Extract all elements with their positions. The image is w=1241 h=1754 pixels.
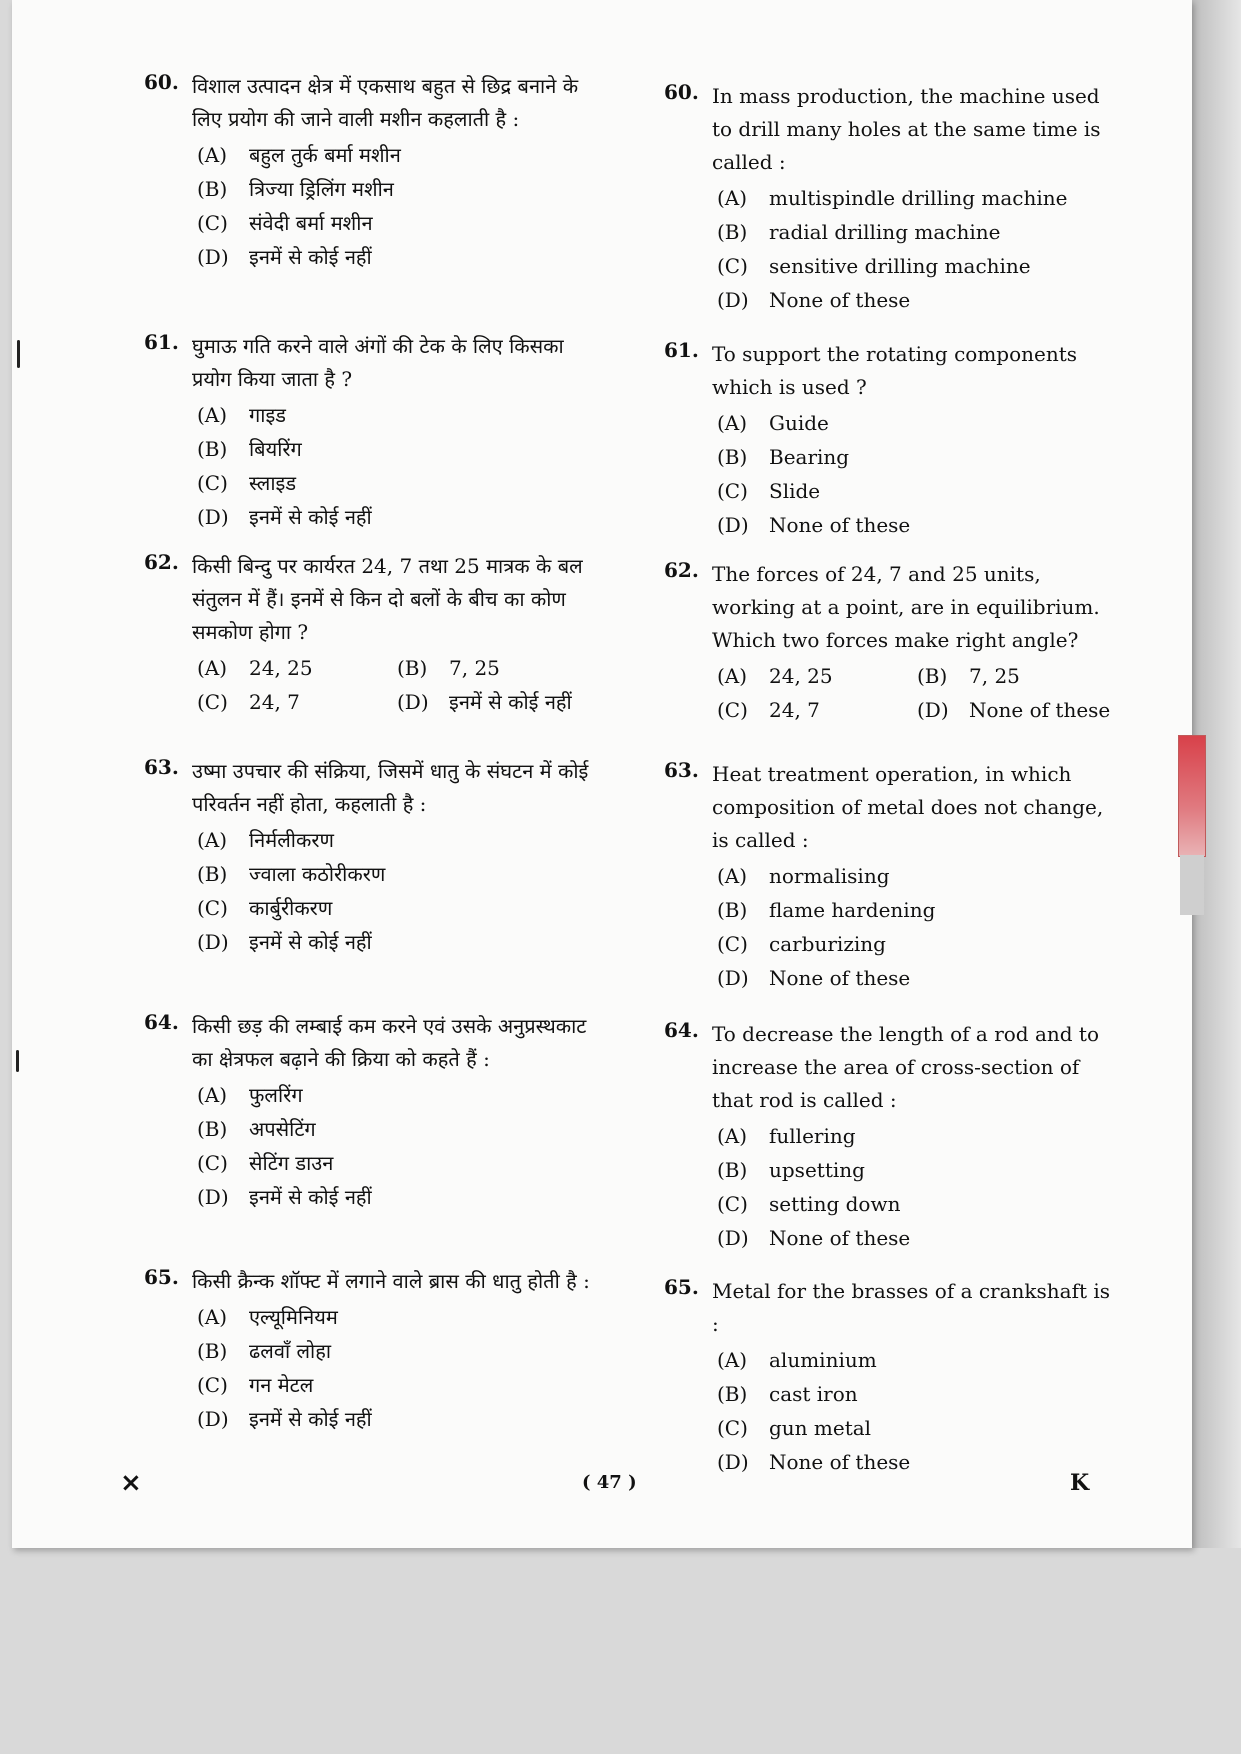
question-number: 62. bbox=[144, 550, 179, 574]
question-number: 65. bbox=[664, 1275, 699, 1299]
option-a: (A) निर्मलीकरण bbox=[197, 828, 334, 852]
options-list bbox=[717, 181, 1122, 317]
question-stem: किसी बिन्दु पर कार्यरत 24, 7 तथा 25 मात्रक के बल संतुलन में हैं। इनमें से किन दो बलों के बीच का कोण समकोण होगा ? bbox=[192, 554, 583, 644]
option-c: (C) gun metal bbox=[717, 1416, 872, 1440]
option-b: (B) बियरिंग bbox=[197, 437, 302, 461]
option-d: (D) None of these bbox=[717, 1450, 911, 1474]
question-stem: विशाल उत्पादन क्षेत्र में एकसाथ बहुत से छिद्र बनाने के लिए प्रयोग की जाने वाली मशीन कहलाती है : bbox=[192, 74, 579, 131]
options-list bbox=[717, 406, 1122, 542]
question-number: 62. bbox=[664, 558, 699, 582]
option-a: (A) गाइड bbox=[197, 403, 286, 427]
option-c: (C) 24, 7 bbox=[197, 690, 300, 714]
option-d: (D) इनमें से कोई नहीं bbox=[197, 505, 372, 529]
options-list bbox=[197, 651, 602, 719]
option-c: (C) गन मेटल bbox=[197, 1373, 314, 1397]
option-c: (C) 24, 7 bbox=[717, 698, 820, 722]
option-a: (A) एल्यूमिनियम bbox=[197, 1305, 338, 1329]
question-stem: Metal for the brasses of a crankshaft is : bbox=[712, 1279, 1111, 1336]
options-list bbox=[197, 138, 602, 274]
question-number: 61. bbox=[144, 330, 179, 354]
option-d: (D) इनमें से कोई नहीं bbox=[397, 690, 572, 714]
options-list bbox=[197, 823, 602, 959]
question-stem: किसी क्रैन्क शॉफ्ट में लगाने वाले ब्रास की धातु होती है : bbox=[192, 1269, 590, 1293]
options-list bbox=[717, 1343, 1122, 1479]
option-a: (A) aluminium bbox=[717, 1348, 877, 1372]
option-d: (D) इनमें से कोई नहीं bbox=[197, 245, 372, 269]
question-stem: किसी छड़ की लम्बाई कम करने एवं उसके अनुप्रस्थकाट का क्षेत्रफल बढ़ाने की क्रिया को कहते हैं : bbox=[192, 1014, 587, 1071]
option-b: (B) radial drilling machine bbox=[717, 220, 1001, 244]
option-a: (A) Guide bbox=[717, 411, 829, 435]
option-d: (D) None of these bbox=[717, 966, 911, 990]
options-list bbox=[717, 859, 1122, 995]
option-d: (D) None of these bbox=[717, 288, 911, 312]
question-65-english bbox=[652, 1275, 1122, 1479]
option-b: (B) upsetting bbox=[717, 1158, 865, 1182]
option-a: (A) 24, 25 bbox=[717, 664, 833, 688]
option-b: (B) त्रिज्या ड्रिलिंग मशीन bbox=[197, 177, 394, 201]
question-number: 63. bbox=[144, 755, 179, 779]
option-b: (B) ढलवाँ लोहा bbox=[197, 1339, 332, 1363]
options-row-cd bbox=[197, 685, 602, 719]
option-b: (B) cast iron bbox=[717, 1382, 858, 1406]
question-65-hindi bbox=[132, 1265, 602, 1436]
question-62-hindi bbox=[132, 550, 602, 719]
options-row-cd bbox=[717, 693, 1122, 727]
question-64-english bbox=[652, 1018, 1122, 1255]
question-number: 64. bbox=[144, 1010, 179, 1034]
option-d: (D) इनमें से कोई नहीं bbox=[197, 930, 372, 954]
question-63-hindi bbox=[132, 755, 602, 959]
options-list bbox=[717, 1119, 1122, 1255]
question-number: 63. bbox=[664, 758, 699, 782]
question-number: 61. bbox=[664, 338, 699, 362]
option-d: (D) इनमें से कोई नहीं bbox=[197, 1185, 372, 1209]
options-row-ab bbox=[197, 651, 602, 685]
option-b: (B) flame hardening bbox=[717, 898, 936, 922]
option-d: (D) None of these bbox=[717, 513, 911, 537]
option-c: (C) carburizing bbox=[717, 932, 886, 956]
option-c: (C) स्लाइड bbox=[197, 471, 297, 495]
option-b: (B) 7, 25 bbox=[397, 656, 500, 680]
page-number: ( 47 ) bbox=[582, 1472, 637, 1493]
options-row-ab bbox=[717, 659, 1122, 693]
option-a: (A) normalising bbox=[717, 864, 890, 888]
option-c: (C) sensitive drilling machine bbox=[717, 254, 1031, 278]
question-64-hindi bbox=[132, 1010, 602, 1214]
binding-mark bbox=[16, 1050, 19, 1072]
question-61-english bbox=[652, 338, 1122, 542]
option-b: (B) Bearing bbox=[717, 445, 850, 469]
options-list bbox=[197, 1078, 602, 1214]
option-c: (C) संवेदी बर्मा मशीन bbox=[197, 211, 373, 235]
question-stem: To support the rotating components which is used ? bbox=[712, 342, 1078, 399]
page-marker-tab bbox=[1178, 735, 1206, 857]
question-number: 60. bbox=[144, 70, 179, 94]
exam-page bbox=[12, 0, 1192, 1548]
question-stem: The forces of 24, 7 and 25 units, working at a point, are in equilibrium. Which two forces make right angle? bbox=[712, 562, 1100, 652]
option-b: (B) 7, 25 bbox=[917, 664, 1020, 688]
question-stem: To decrease the length of a rod and to increase the area of cross-section of that rod is called : bbox=[712, 1022, 1099, 1112]
page-marker-tab-shadow bbox=[1180, 855, 1204, 915]
binding-mark bbox=[17, 340, 20, 368]
option-c: (C) setting down bbox=[717, 1192, 901, 1216]
question-number: 60. bbox=[664, 80, 699, 104]
option-b: (B) अपसेटिंग bbox=[197, 1117, 316, 1141]
options-list bbox=[197, 398, 602, 534]
footer-cross-mark: × bbox=[120, 1468, 142, 1498]
series-code: K bbox=[1070, 1470, 1090, 1496]
question-stem: घुमाऊ गति करने वाले अंगों की टेक के लिए किसका प्रयोग किया जाता है ? bbox=[192, 334, 564, 391]
question-stem: In mass production, the machine used to drill many holes at the same time is called : bbox=[712, 84, 1101, 174]
question-stem: उष्मा उपचार की संक्रिया, जिसमें धातु के संघटन में कोई परिवर्तन नहीं होता, कहलाती है : bbox=[192, 759, 589, 816]
option-a: (A) fullering bbox=[717, 1124, 856, 1148]
option-d: (D) None of these bbox=[717, 1226, 911, 1250]
question-stem: Heat treatment operation, in which composition of metal does not change, is called : bbox=[712, 762, 1104, 852]
question-61-hindi bbox=[132, 330, 602, 534]
option-b: (B) ज्वाला कठोरीकरण bbox=[197, 862, 386, 886]
options-list bbox=[197, 1300, 602, 1436]
option-d: (D) None of these bbox=[917, 698, 1111, 722]
question-63-english bbox=[652, 758, 1122, 995]
question-60-hindi bbox=[132, 70, 602, 274]
option-a: (A) 24, 25 bbox=[197, 656, 313, 680]
question-number: 64. bbox=[664, 1018, 699, 1042]
option-a: (A) बहुल तुर्क बर्मा मशीन bbox=[197, 143, 401, 167]
question-60-english bbox=[652, 80, 1122, 317]
options-list bbox=[717, 659, 1122, 727]
question-number: 65. bbox=[144, 1265, 179, 1289]
option-a: (A) multispindle drilling machine bbox=[717, 186, 1068, 210]
question-62-english bbox=[652, 558, 1122, 727]
option-c: (C) सेटिंग डाउन bbox=[197, 1151, 334, 1175]
option-a: (A) फुलरिंग bbox=[197, 1083, 303, 1107]
option-d: (D) इनमें से कोई नहीं bbox=[197, 1407, 372, 1431]
option-c: (C) Slide bbox=[717, 479, 821, 503]
option-c: (C) कार्बुरीकरण bbox=[197, 896, 333, 920]
